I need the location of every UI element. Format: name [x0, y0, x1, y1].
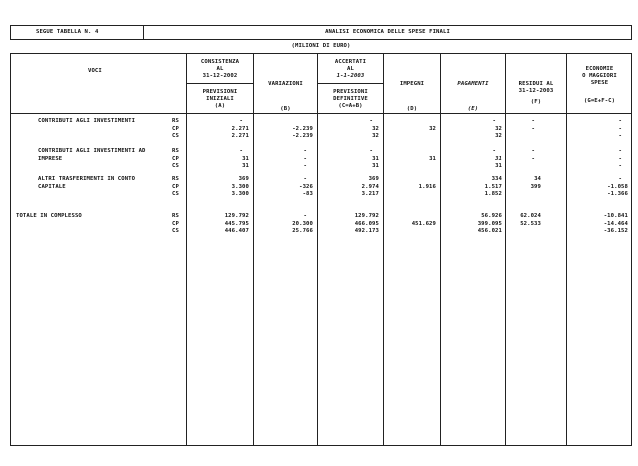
cell-g: -: [618, 133, 622, 140]
cell-e: 399.095: [477, 220, 502, 227]
col-header-residui: RESIDUI AL 31-12-2003 (F): [518, 81, 554, 105]
cell-c: 466.095: [354, 220, 379, 227]
cell-c: 32: [372, 133, 379, 140]
subheader-rule: [187, 83, 253, 84]
cell-g: -10.841: [603, 213, 628, 219]
cell-d: 1.916: [418, 183, 436, 190]
row-label: ALTRI TRASFERIMENTI IN CONTO: [38, 176, 136, 182]
cell-d: 32: [429, 125, 436, 132]
cell-a: 31: [242, 163, 249, 170]
row-code: CS: [172, 228, 179, 235]
cell-a: 446.407: [224, 228, 249, 235]
cell-f: 399: [530, 183, 541, 190]
cell-c: 31: [372, 163, 379, 170]
cell-f: 62.024: [520, 213, 541, 219]
col-header-economie: ECONOMIE O MAGGIORI SPESE (G=E+F-C): [582, 66, 617, 104]
cell-e: 1.852: [484, 191, 502, 198]
cell-a: 2.271: [231, 133, 249, 140]
cell-g: -36.152: [603, 228, 628, 235]
cell-e: 456.021: [477, 228, 502, 235]
cell-c: 492.173: [354, 228, 379, 235]
cell-g: -: [618, 125, 622, 132]
row-label: IMPRESE: [38, 155, 63, 162]
cell-e: 32: [495, 133, 502, 140]
cell-c: 31: [372, 155, 379, 162]
cell-f: -: [531, 155, 535, 162]
row-label: CONTRIBUTI AGLI INVESTIMENTI: [38, 118, 136, 124]
cell-b: -: [303, 176, 307, 182]
row-code: RS: [172, 176, 179, 182]
cell-g: -: [618, 148, 622, 154]
cell-b: -326: [299, 183, 313, 190]
cell-b: -2.239: [292, 125, 313, 132]
subheader-rule: [318, 83, 383, 84]
cell-g: -1.366: [607, 191, 628, 198]
cell-f: -: [531, 125, 535, 132]
row-code: CP: [172, 125, 179, 132]
cell-b: 25.766: [292, 228, 313, 235]
cell-a: 3.300: [231, 191, 249, 198]
row-code: CP: [172, 183, 179, 190]
cell-e: 31: [495, 163, 502, 170]
cell-e: 56.926: [481, 213, 502, 219]
row-code: CS: [172, 191, 179, 198]
cell-b: -: [303, 155, 307, 162]
col-header-consistenza: CONSISTENZA AL 31-12-2002: [200, 59, 240, 79]
cell-b: -83: [302, 191, 313, 198]
cell-a: 445.795: [224, 220, 249, 227]
cell-c: 32: [372, 125, 379, 132]
cell-e: 1.517: [484, 183, 502, 190]
cell-b: -2.239: [292, 133, 313, 140]
cell-e: -: [492, 148, 496, 154]
table-title: ANALISI ECONOMICA DELLE SPESE FINALI: [325, 29, 450, 35]
cell-g: -: [618, 163, 622, 170]
cell-e: -: [492, 118, 496, 124]
cell-c: -: [369, 118, 373, 124]
cell-e: 31: [495, 155, 502, 162]
cell-c: -: [369, 148, 373, 154]
col-header-impegni: IMPEGNI (D): [399, 81, 425, 112]
cell-c: 3.217: [361, 191, 379, 198]
col-header-variazioni: VARIAZIONI (B): [268, 81, 303, 112]
row-code: RS: [172, 213, 179, 219]
cell-f: 52.533: [520, 220, 541, 227]
cell-g: -14.464: [603, 220, 628, 227]
row-label: CONTRIBUTI AGLI INVESTIMENTI AD: [38, 148, 146, 154]
cell-a: 3.300: [231, 183, 249, 190]
col-header-accertati: ACCERTATI AL 1-1-2003: [334, 59, 367, 79]
cell-c: 369: [368, 176, 379, 182]
cell-g: -: [618, 176, 622, 182]
col-header-pagamenti: PAGAMENTI (E): [457, 81, 489, 112]
main-table-frame: [10, 53, 632, 446]
cell-f: 34: [534, 176, 541, 182]
row-label: TOTALE IN COMPLESSO: [16, 213, 82, 219]
col-header-previsioni-definitive: PREVISIONI DEFINITIVE (C=A+B): [333, 89, 368, 109]
cell-f: -: [531, 148, 535, 154]
row-code: CS: [172, 133, 179, 140]
cell-d: 451.629: [411, 220, 436, 227]
cell-e: 32: [495, 125, 502, 132]
cell-b: -: [303, 163, 307, 170]
row-code: RS: [172, 118, 179, 124]
header-rule: [10, 113, 632, 114]
units-label: (MILIONI DI EURO): [291, 43, 351, 49]
cell-b: -: [303, 148, 307, 154]
cell-a: 2.271: [231, 125, 249, 132]
cell-f: -: [531, 118, 535, 124]
cell-c: 2.974: [361, 183, 379, 190]
cell-a: -: [239, 148, 243, 154]
cell-d: 31: [429, 155, 436, 162]
cell-a: -: [239, 118, 243, 124]
cell-b: 20.300: [292, 220, 313, 227]
row-code: CP: [172, 220, 179, 227]
cell-g: -1.058: [607, 183, 628, 190]
col-header-voci: VOCI: [88, 68, 102, 74]
row-code: CP: [172, 155, 179, 162]
table-continuation-label: SEGUE TABELLA N. 4: [36, 29, 99, 35]
row-code: CS: [172, 163, 179, 170]
cell-g: -: [618, 118, 622, 124]
cell-a: 31: [242, 155, 249, 162]
col-header-previsioni-iniziali: PREVISIONI INIZIALI (A): [202, 89, 238, 109]
cell-a: 129.792: [224, 213, 249, 219]
cell-b: -: [303, 213, 307, 219]
row-label: CAPITALE: [38, 183, 66, 190]
row-code: RS: [172, 148, 179, 154]
cell-e: 334: [491, 176, 502, 182]
cell-g: -: [618, 155, 622, 162]
cell-c: 129.792: [354, 213, 379, 219]
cell-a: 369: [238, 176, 249, 182]
